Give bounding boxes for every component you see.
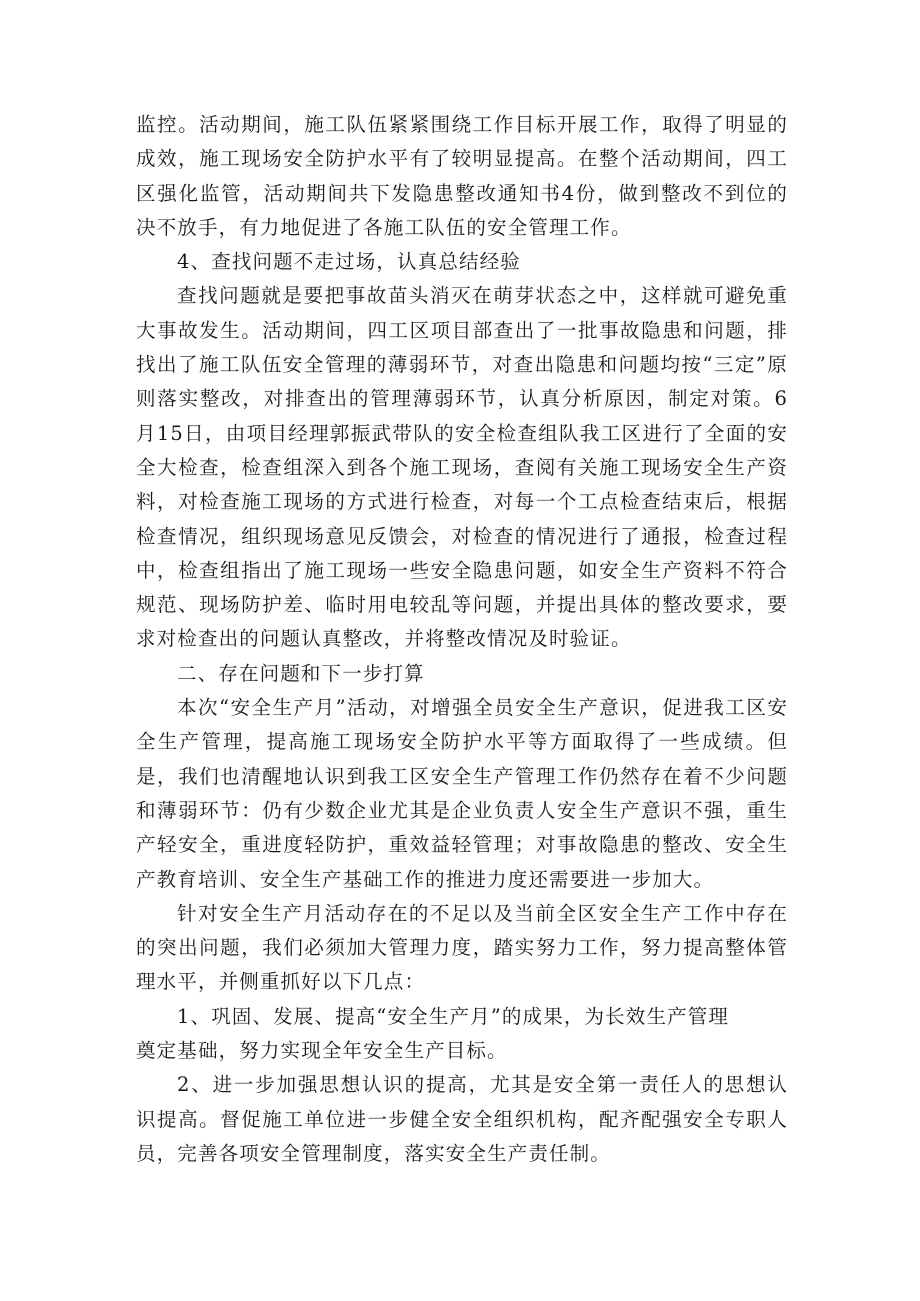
paragraph-summary: 本次“安全生产月”活动，对增强全员安全生产意识，促进我工区安全生产管理，提高施工现场安全防护水平等方面取得了一些成绩。但是，我们也清醒地认识到我工区安全生产管理工作仍然存在着不少问题和薄弱环节：仍有少数企业尤其是企业负责人安全生产意识不强，重生产轻安全，重进度轻防护，重效益轻管理；对事故隐患的整改、安全生产教育培训、安全生产基础工作的推进力度还需要进一步加大。: [136, 696, 788, 891]
list-item-1: 1、巩固、发展、提高“安全生产月”的成果，为长效生产管理: [177, 1004, 730, 1028]
section-heading-2: 二、存在问题和下一步打算: [177, 661, 425, 685]
paragraph-continuation: 监控。活动期间，施工队伍紧紧围绕工作目标开展工作，取得了明显的成效，施工现场安全防护水平有了较明显提高。在整个活动期间，四工区强化监管，活动期间共下发隐患整改通知书4份，做到整改不到位的决不放手，有力地促进了各施工队伍的安全管理工作。: [136, 113, 788, 239]
section-heading-4: 4、查找问题不走过场，认真总结经验: [177, 250, 521, 274]
list-item-1-continuation: 奠定基础，努力实现全年安全生产目标。: [136, 1039, 508, 1063]
paragraph-findings: 查找问题就是要把事故苗头消灭在萌芽状态之中，这样就可避免重大事故发生。活动期间，四工区项目部查出了一批事故隐患和问题，排找出了施工队伍安全管理的薄弱环节，对查出隐患和问题均按“三定”原则落实整改，对排查出的管理薄弱环节，认真分析原因，制定对策。6月15日，由项目经理郭振武带队的安全检查组队我工区进行了全面的安全大检查，检查组深入到各个施工现场，查阅有关施工现场安全生产资料，对检查施工现场的方式进行检查，对每一个工点检查结束后，根据检查情况，组织现场意见反馈会，对检查的情况进行了通报，检查过程中，检查组指出了施工现场一些安全隐患问题，如安全生产资料不符合规范、现场防护差、临时用电较乱等问题，并提出具体的整改要求，要求对检查出的问题认真整改，并将整改情况及时验证。: [136, 284, 788, 651]
paragraph-plan-intro: 针对安全生产月活动存在的不足以及当前全区安全生产工作中存在的突出问题，我们必须加大管理力度，踏实努力工作，努力提高整体管理水平，并侧重抓好以下几点：: [136, 901, 788, 994]
document-body: [136, 108, 788, 1171]
list-item-2: 2、进一步加强思想认识的提高，尤其是安全第一责任人的思想认识提高。督促施工单位进一步健全安全组织机构，配齐配强安全专职人员，完善各项安全管理制度，落实安全生产责任制。: [136, 1073, 788, 1165]
